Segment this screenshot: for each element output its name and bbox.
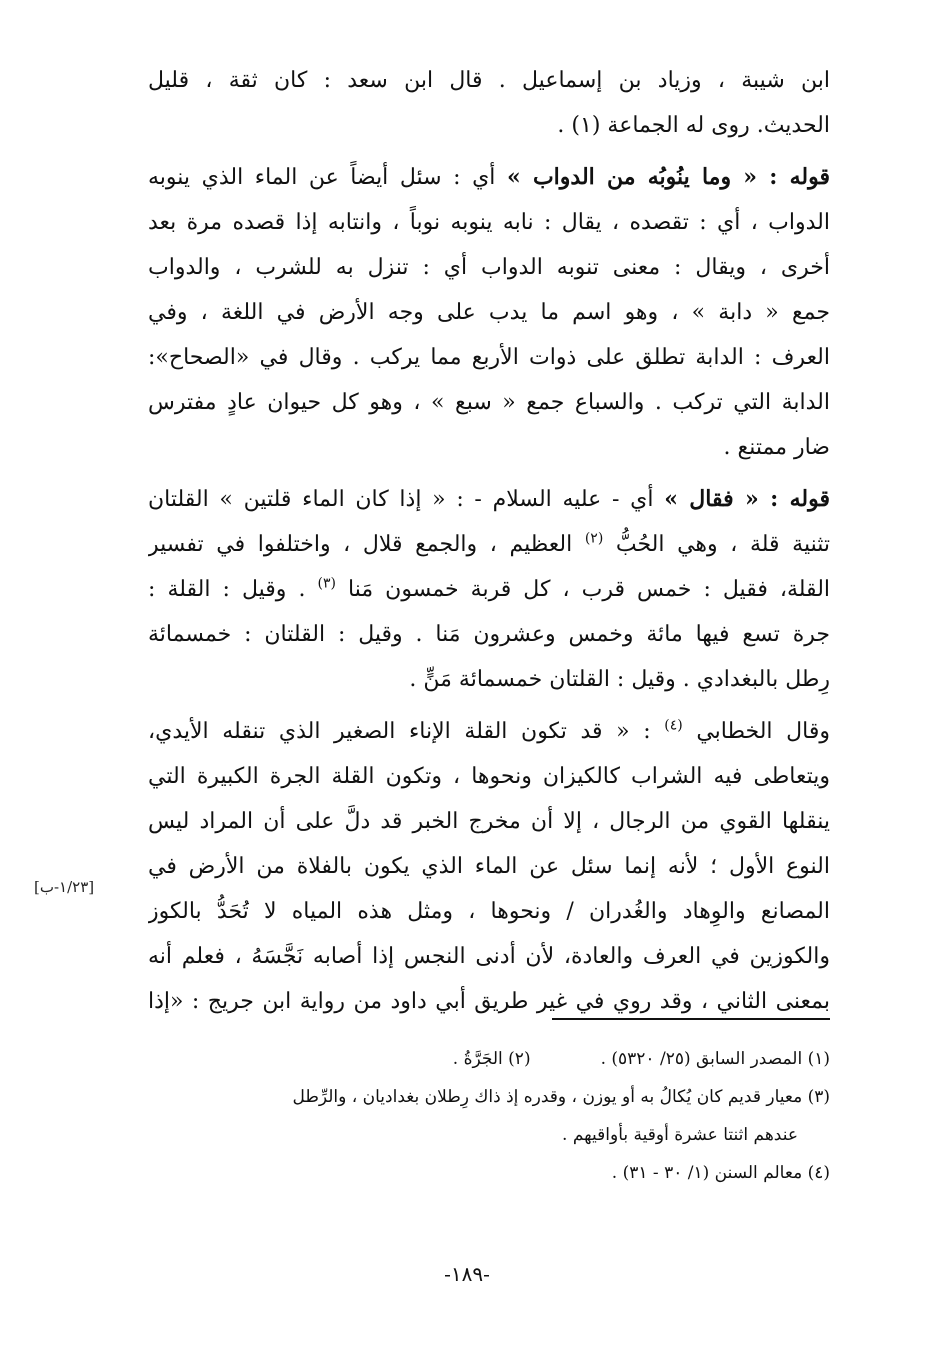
text-line: بمعنى الثاني ، وقد روي في غير طريق أبي داود من رواية ابن جريج : «إذا <box>148 989 830 1014</box>
page-number: -١٨٩- <box>444 1262 490 1286</box>
text-line: الدابة التي تركب . والسباع جمع « سبع » ، وهو كل حيوان عادٍ مفترس <box>148 390 830 415</box>
footnote-divider <box>552 1018 830 1020</box>
footnote-ref: (٢) <box>584 530 604 547</box>
text-line: والكوزين في العرف والعادة، لأن أدنى النجس إذا أصابه نَجَّسَهُ ، فعلم أنه <box>148 944 830 969</box>
text-line: المصانع والوِهاد والغُدران / ونحوها ، ومثل هذه المياه لا تُحَدُّ بالكوز <box>148 899 830 924</box>
text-line: ضار ممتنع . <box>723 435 830 460</box>
footnote-row <box>148 1040 830 1078</box>
text-run: القلة، فقيل : خمس قرب ، كل قربة خمسون مَنا <box>335 577 830 602</box>
text-line: العرف : الدابة تطلق على ذوات الأربع مما يركب . وقال في «الصحاح»: <box>148 345 830 370</box>
footnotes <box>148 1040 830 1192</box>
margin-note: [١/٢٣-ب] <box>34 878 95 896</box>
text-line <box>148 477 830 522</box>
text-line: ابن شيبة ، وزياد بن إسماعيل . قال ابن سعد : كان ثقة ، قليل <box>148 68 830 93</box>
paragraph-3 <box>148 477 830 702</box>
text-run: أي - عليه السلام - : « إذا كان الماء قلتين » القلتان <box>148 487 665 512</box>
text-line: ينقلها القوي من الرجال ، إلا أن مخرج الخبر قد دلَّ على أن المراد ليس <box>148 809 830 834</box>
text-line: الحديث. روى له الجماعة (١) . <box>557 113 830 138</box>
paragraph-2 <box>148 155 830 470</box>
text-line <box>148 155 830 200</box>
footnote-ref: (٤) <box>664 717 683 734</box>
main-text <box>148 58 830 1024</box>
text-run: أي : سئل أيضاً عن الماء الذي ينوبه <box>148 165 507 190</box>
text-line: الدواب ، أي : تقصده ، يقال : نابه ينوبه نوباً ، وانتابه إذا قصده مرة بعد <box>148 210 830 235</box>
footnote-ref: (٣) <box>317 575 336 592</box>
text-line: ويتعاطى فيه الشراب كالكيزان ونحوها ، وتكون القلة الجرة الكبيرة التي <box>148 764 830 789</box>
text-line: جمع « دابة » ، وهو اسم ما يدب على وجه الأرض في اللغة ، وفي <box>148 300 830 325</box>
text-line <box>148 567 830 612</box>
paragraph-4 <box>148 709 830 1024</box>
text-line <box>148 522 830 567</box>
text-line <box>148 709 830 754</box>
footnote-3: (٣) معيار قديم كان يُكالُ به أو يوزن ، وقدره إذ ذاك رِطلان بغداديان ، والرِّطل <box>292 1087 830 1107</box>
text-run: : « قد تكون القلة الإناء الصغير الذي تنقله الأيدي، <box>148 719 665 744</box>
text-run: وقال الخطابي <box>682 719 830 744</box>
text-line: رِطل بالبغدادي . وقيل : القلتان خمسمائة مَنٍّ . <box>409 667 830 692</box>
footnote-1: (١) المصدر السابق (٢٥/ ٥٣٢٠) . <box>600 1049 830 1069</box>
footnote-3-continued: عندهم اثنتا عشرة أوقية بأواقيهم . <box>562 1125 798 1145</box>
text-run: تثنية قلة ، وهي الحُبُّ <box>603 532 830 557</box>
text-line: جرة تسع فيها مائة وخمس وعشرون مَنا . وقيل : القلتان : خمسمائة <box>148 622 830 647</box>
text-line: النوع الأول ؛ لأنه إنما سئل عن الماء الذي يكون بالفلاة من الأرض في <box>148 854 830 879</box>
quote-lead: قوله : « فقال » <box>664 486 830 512</box>
text-run: العظيم ، والجمع قلال ، واختلفوا في تفسير <box>148 532 585 557</box>
paragraph-1 <box>148 58 830 148</box>
text-line: أخرى ، ويقال : معنى تنوبه الدواب أي : تنزل به للشرب ، والدواب <box>148 255 830 280</box>
text-run: . وقيل : القلة : <box>148 577 318 602</box>
footnote-2: (٢) الجَرَّةُ . <box>452 1049 531 1069</box>
footnote-4: (٤) معالم السنن (١/ ٣٠ - ٣١) . <box>611 1163 830 1183</box>
quote-lead: قوله : « وما ينُوبُه من الدواب » <box>506 164 830 190</box>
